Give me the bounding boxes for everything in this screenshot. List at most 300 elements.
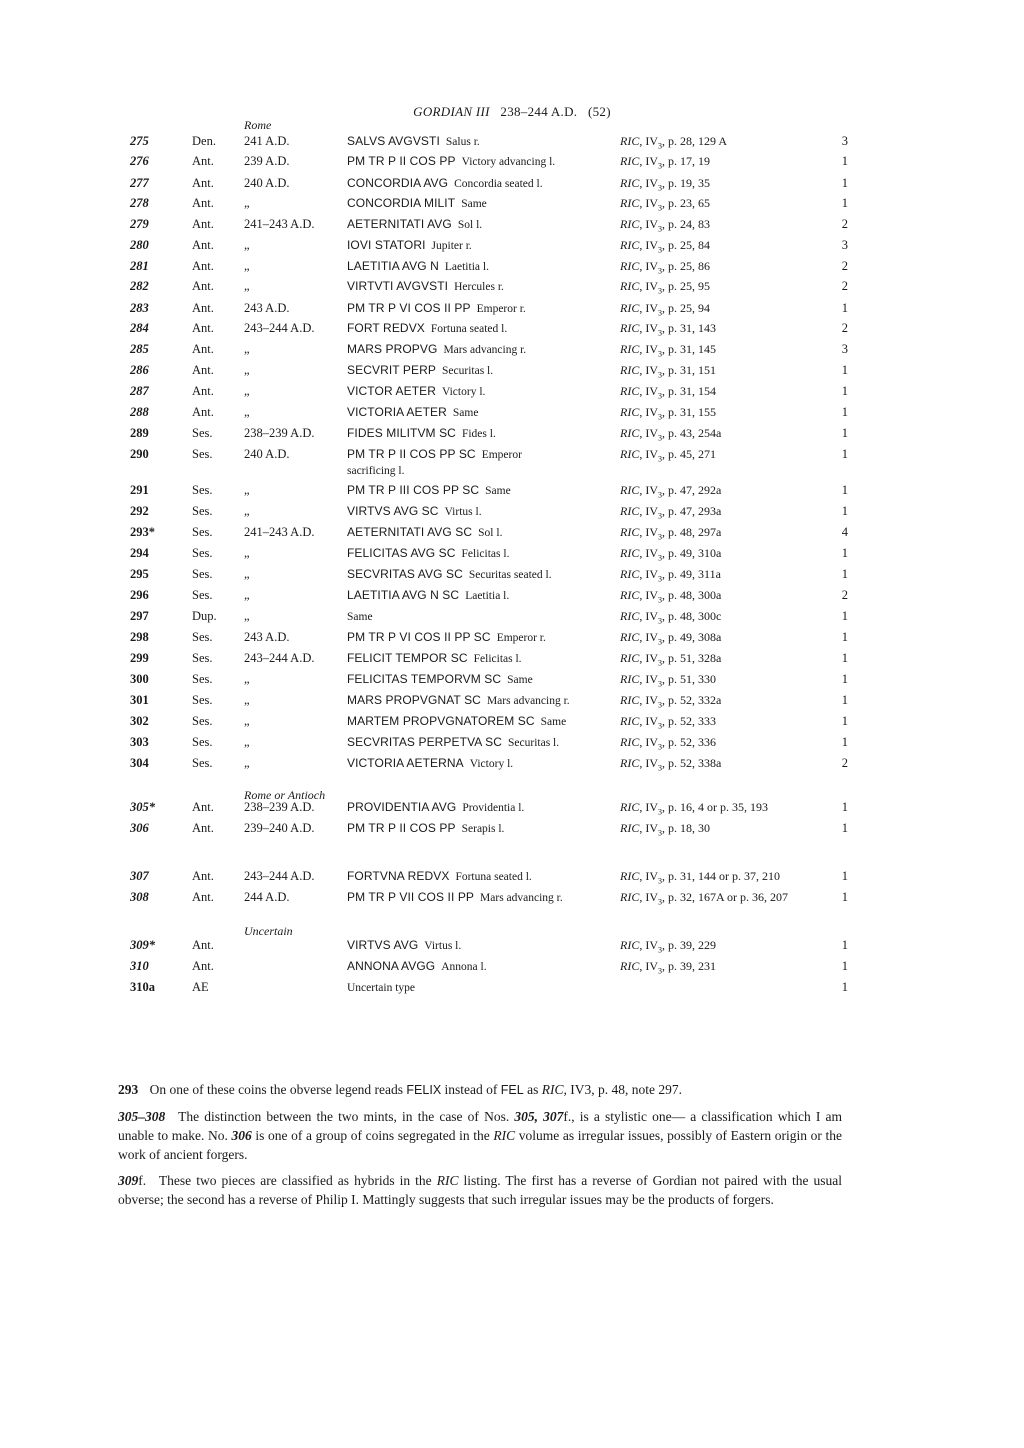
- reverse-type: Sol l.: [457, 219, 483, 231]
- coin-number: 306: [231, 1128, 252, 1143]
- ric-reference: RIC, $IV_3$, p. 31, 151: [620, 363, 717, 380]
- denomination: Ses.: [192, 567, 213, 581]
- reverse-type: Same: [452, 407, 479, 419]
- reverse-type: Felicitas l.: [473, 653, 522, 665]
- reverse-type: Victory l.: [469, 758, 514, 770]
- footnote-text: instead of: [444, 1082, 498, 1097]
- date: „: [244, 714, 250, 728]
- quantity: 1: [841, 384, 848, 398]
- catalog-number: 283: [130, 301, 149, 315]
- reverse-legend: PM TR P VI COS II PP SC: [347, 630, 491, 644]
- reverse-type: Felicitas l.: [461, 548, 510, 560]
- reverse-legend: MARTEM PROPVGNATOREM SC: [347, 714, 535, 728]
- catalog-number: 299: [130, 651, 149, 665]
- catalog-number: 303: [130, 735, 149, 749]
- quantity: 1: [841, 483, 848, 497]
- ric-reference: RIC, $IV_3$, p. 48, 300a: [620, 588, 722, 605]
- ric-reference: RIC, $IV_3$, p. 43, 254a: [620, 426, 722, 443]
- reverse-description: [347, 800, 609, 816]
- catalog-number: 288: [130, 405, 149, 419]
- denomination: Ses.: [192, 672, 213, 686]
- reverse-type: Same: [540, 716, 567, 728]
- quantity: 1: [841, 890, 848, 904]
- mint-label-rome-or-antioch: Rome or Antioch: [244, 788, 326, 802]
- date: 238–239 A.D.: [244, 800, 315, 814]
- quantity: 1: [841, 426, 848, 440]
- reverse-description: [347, 869, 609, 885]
- quantity: 1: [841, 959, 848, 973]
- date: „: [244, 196, 250, 210]
- reverse-legend: VICTORIA AETERNA: [347, 756, 464, 770]
- date: „: [244, 567, 250, 581]
- footnote-293: [118, 1080, 842, 1100]
- reverse-type: Emperor sacrificing l.: [347, 449, 522, 477]
- ric-reference: RIC, $IV_3$, p. 39, 231: [620, 959, 717, 976]
- reverse-description: [347, 238, 609, 254]
- denomination: Ant.: [192, 154, 214, 168]
- reverse-description: [347, 483, 609, 499]
- denomination: Ant.: [192, 869, 214, 883]
- ric-reference: RIC, $IV_3$, p. 24, 83: [620, 217, 711, 234]
- quantity: 1: [841, 405, 848, 419]
- reverse-description: [347, 546, 609, 562]
- denomination: Ses.: [192, 756, 213, 770]
- reverse-type: Virtus l.: [444, 506, 482, 518]
- quantity: 1: [841, 980, 848, 994]
- legend-text: FELIX: [406, 1083, 442, 1097]
- reverse-legend: FORT REDVX: [347, 321, 425, 335]
- reverse-legend: PM TR P II COS PP SC: [347, 447, 476, 461]
- page-title: GORDIAN III: [413, 104, 490, 119]
- ric-reference: RIC, $IV_3$, p. 25, 95: [620, 279, 711, 296]
- catalog-number: 310: [130, 959, 149, 973]
- footnote-ref: 305–308: [118, 1109, 166, 1124]
- catalog-number: 285: [130, 342, 149, 356]
- denomination: Den.: [192, 134, 216, 148]
- catalog-number: 284: [130, 321, 149, 335]
- catalog-number: 308: [130, 890, 149, 904]
- footnote-ref: 309f.: [118, 1173, 147, 1188]
- reverse-type: Victory l.: [442, 386, 486, 398]
- reverse-type: Emperor r.: [496, 632, 546, 644]
- reverse-type: Mars advancing r.: [480, 892, 563, 904]
- date: 239 A.D.: [244, 154, 290, 168]
- catalog-number: 307: [130, 869, 149, 883]
- catalog-number: 309*: [130, 938, 155, 952]
- quantity: 2: [841, 756, 848, 770]
- date: 240 A.D.: [244, 176, 290, 190]
- reverse-description: [347, 504, 609, 520]
- date: „: [244, 405, 250, 419]
- date: „: [244, 279, 250, 293]
- quantity: 1: [841, 938, 848, 952]
- legend-text: FEL: [500, 1083, 524, 1097]
- catalog-number: 305*: [130, 800, 155, 814]
- ric-reference: RIC, $IV_3$, p. 18, 30: [620, 821, 711, 838]
- ric-reference: RIC, $IV_3$, p. 48, 297a: [620, 525, 722, 542]
- footnote-text: f., is a stylistic one— a classification which I am unable to make. No.: [118, 1109, 843, 1143]
- reverse-description: [347, 447, 547, 479]
- denomination: Ses.: [192, 447, 213, 461]
- date: 243 A.D.: [244, 301, 290, 315]
- denomination: Ant.: [192, 301, 214, 315]
- footnote-text: The distinction between the two mints, in the case of Nos.: [178, 1109, 510, 1124]
- catalog-number: 298: [130, 630, 149, 644]
- reverse-description: [347, 134, 609, 150]
- reverse-legend: PM TR P II COS PP: [347, 154, 456, 168]
- ric-reference: RIC, $IV_3$, p. 31, 155: [620, 405, 717, 422]
- ric-reference: RIC, $IV_3$, p. 32, 167A or p. 36, 207: [620, 890, 789, 907]
- ric-reference: RIC, $IV_3$, p. 49, 308a: [620, 630, 722, 647]
- quantity: 1: [841, 714, 848, 728]
- reverse-legend: PM TR P II COS PP: [347, 821, 456, 835]
- reverse-legend: VICTOR AETER: [347, 384, 436, 398]
- reverse-legend: FELICIT TEMPOR SC: [347, 651, 468, 665]
- reverse-legend: FIDES MILITVM SC: [347, 426, 456, 440]
- quantity: 1: [841, 651, 848, 665]
- ric-reference: RIC, $IV_3$, p. 47, 292a: [620, 483, 722, 500]
- footnotes: [118, 1080, 842, 1216]
- quantity: 1: [841, 363, 848, 377]
- quantity: 1: [841, 869, 848, 883]
- denomination: Ses.: [192, 504, 213, 518]
- ric-reference: RIC, $IV_3$, p. 19, 35: [620, 176, 711, 193]
- date: 240 A.D.: [244, 447, 290, 461]
- denomination: AE: [192, 980, 209, 994]
- denomination: Ant.: [192, 321, 214, 335]
- reverse-legend: PM TR P III COS PP SC: [347, 483, 480, 497]
- catalog-number: 302: [130, 714, 149, 728]
- catalog-number: 282: [130, 279, 149, 293]
- footnote-text: On one of these coins the obverse legend reads: [149, 1082, 404, 1097]
- quantity: 3: [841, 134, 848, 148]
- reverse-type: Annona l.: [441, 961, 487, 973]
- reverse-type: Mars advancing r.: [443, 344, 527, 356]
- reverse-type: Uncertain type: [347, 982, 416, 994]
- quantity: 1: [841, 196, 848, 210]
- catalog-number: 300: [130, 672, 149, 686]
- reverse-description: [347, 588, 609, 604]
- reverse-type: Securitas l.: [508, 737, 560, 749]
- footnote-text: volume as irregular issues, possibly of Eastern origin or the work of ancient forgers.: [118, 1128, 843, 1162]
- ric-abbrev: RIC: [493, 1128, 516, 1143]
- date: „: [244, 259, 250, 273]
- reverse-type: Securitas seated l.: [468, 569, 552, 581]
- denomination: Dup.: [192, 609, 217, 623]
- ric-abbrev: RIC: [436, 1173, 459, 1188]
- ric-reference: RIC, $IV_3$, p. 48, 300c: [620, 609, 722, 626]
- date: „: [244, 238, 250, 252]
- catalog-number: 278: [130, 196, 149, 210]
- quantity: 1: [841, 546, 848, 560]
- date: „: [244, 693, 250, 707]
- reverse-type: Same: [485, 485, 511, 497]
- ric-reference: RIC, $IV_3$, p. 51, 328a: [620, 651, 722, 668]
- catalog-number: 292: [130, 504, 149, 518]
- ric-reference: RIC, $IV_3$, p. 16, 4 or p. 35, 193: [620, 800, 769, 817]
- reverse-legend: SECVRITAS AVG SC: [347, 567, 463, 581]
- reverse-description: [347, 651, 609, 667]
- page-number: (52): [587, 104, 611, 119]
- footnote-text: as: [527, 1082, 539, 1097]
- footnote-text: IV3, p. 48, note 297.: [570, 1082, 682, 1097]
- date: 243–244 A.D.: [244, 321, 315, 335]
- quantity: 2: [841, 321, 848, 335]
- catalog-number: 306: [130, 821, 149, 835]
- denomination: Ses.: [192, 651, 213, 665]
- date: 241–243 A.D.: [244, 525, 315, 539]
- reverse-description: [347, 405, 609, 421]
- ric-reference: RIC, $IV_3$, p. 31, 143: [620, 321, 717, 338]
- ric-reference: RIC, $IV_3$, p. 39, 229: [620, 938, 717, 955]
- page-dates: 238–244 A.D.: [500, 104, 578, 119]
- denomination: Ant.: [192, 363, 214, 377]
- date: „: [244, 504, 250, 518]
- ric-reference: RIC, $IV_3$, p. 25, 84: [620, 238, 711, 255]
- ric-reference: RIC, $IV_3$, p. 47, 293a: [620, 504, 722, 521]
- reverse-description: [347, 890, 609, 906]
- ric-reference: RIC, $IV_3$, p. 31, 144 or p. 37, 210: [620, 869, 781, 886]
- reverse-legend: SECVRIT PERP: [347, 363, 437, 377]
- date: „: [244, 546, 250, 560]
- reverse-type: Securitas l.: [442, 365, 494, 377]
- reverse-type: Emperor r.: [476, 303, 526, 315]
- denomination: Ant.: [192, 259, 214, 273]
- date: 239–240 A.D.: [244, 821, 315, 835]
- reverse-description: [347, 321, 609, 337]
- date: „: [244, 342, 250, 356]
- catalog-number: 275: [130, 134, 149, 148]
- denomination: Ant.: [192, 217, 214, 231]
- denomination: Ant.: [192, 405, 214, 419]
- reverse-description: [347, 756, 609, 772]
- quantity: 3: [841, 238, 848, 252]
- reverse-description: [347, 938, 609, 954]
- denomination: Ant.: [192, 238, 214, 252]
- reverse-type: Fortuna seated l.: [455, 871, 532, 883]
- footnote-305-308: [118, 1107, 842, 1164]
- reverse-legend: FELICITAS TEMPORVM SC: [347, 672, 502, 686]
- quantity: 2: [841, 217, 848, 231]
- date: 241 A.D.: [244, 134, 290, 148]
- quantity: 1: [841, 567, 848, 581]
- reverse-legend: ANNONA AVGG: [347, 959, 436, 973]
- reverse-legend: VIRTVS AVG: [347, 938, 419, 952]
- reverse-legend: VICTORIA AETER: [347, 405, 447, 419]
- reverse-description: [347, 196, 609, 212]
- reverse-type: Mars advancing r.: [486, 695, 570, 707]
- reverse-type: Fortuna seated l.: [430, 323, 508, 335]
- reverse-type: Salus r.: [445, 136, 480, 148]
- reverse-type: Same: [461, 198, 487, 210]
- catalog-number: 277: [130, 176, 149, 190]
- ric-reference: RIC, $IV_3$, p. 51, 330: [620, 672, 717, 689]
- reverse-type: Concordia seated l.: [454, 178, 543, 190]
- footnote-309f: [118, 1171, 842, 1209]
- date: „: [244, 384, 250, 398]
- date: „: [244, 672, 250, 686]
- denomination: Ant.: [192, 384, 214, 398]
- catalog-number: 294: [130, 546, 149, 560]
- quantity: 2: [841, 588, 848, 602]
- quantity: 1: [841, 447, 848, 461]
- reverse-legend: FORTVNA REDVX: [347, 869, 450, 883]
- reverse-legend: MARS PROPVG: [347, 342, 438, 356]
- catalog-number: 310a: [130, 980, 155, 994]
- date: „: [244, 756, 250, 770]
- ric-reference: RIC, $IV_3$, p. 23, 65: [620, 196, 711, 213]
- catalog-number: 297: [130, 609, 149, 623]
- denomination: Ant.: [192, 938, 214, 952]
- date: „: [244, 483, 250, 497]
- reverse-type: Providentia l.: [462, 802, 525, 814]
- quantity: 1: [841, 609, 848, 623]
- date: „: [244, 363, 250, 377]
- catalog-number: 291: [130, 483, 149, 497]
- reverse-legend: FELICITAS AVG SC: [347, 546, 456, 560]
- catalog-number: 301: [130, 693, 149, 707]
- reverse-description: [347, 384, 609, 400]
- denomination: Ses.: [192, 693, 213, 707]
- reverse-legend: PM TR P VI COS II PP: [347, 301, 471, 315]
- denomination: Ant.: [192, 959, 214, 973]
- ric-reference: RIC, $IV_3$, p. 25, 86: [620, 259, 711, 276]
- reverse-legend: MARS PROPVGNAT SC: [347, 693, 481, 707]
- reverse-description: [347, 525, 609, 541]
- quantity: 1: [841, 630, 848, 644]
- quantity: 4: [841, 525, 848, 539]
- reverse-legend: CONCORDIA AVG: [347, 176, 449, 190]
- denomination: Ant.: [192, 342, 214, 356]
- catalog-number: 281: [130, 259, 149, 273]
- reverse-description: [347, 609, 609, 625]
- mint-label-rome: Rome: [244, 118, 272, 132]
- catalog-number: 295: [130, 567, 149, 581]
- reverse-description: [347, 672, 609, 688]
- date: 238–239 A.D.: [244, 426, 315, 440]
- reverse-description: [347, 259, 609, 275]
- date: 241–243 A.D.: [244, 217, 315, 231]
- quantity: 1: [841, 693, 848, 707]
- reverse-description: [347, 567, 609, 583]
- reverse-legend: PROVIDENTIA AVG: [347, 800, 457, 814]
- reverse-description: [347, 693, 609, 709]
- quantity: 1: [841, 735, 848, 749]
- reverse-type: Fides l.: [461, 428, 496, 440]
- coin-numbers: 305, 307: [514, 1109, 564, 1124]
- denomination: Ant.: [192, 890, 214, 904]
- date: 243 A.D.: [244, 630, 290, 644]
- quantity: 2: [841, 279, 848, 293]
- date: 244 A.D.: [244, 890, 290, 904]
- catalog-number: 293*: [130, 525, 155, 539]
- denomination: Ant.: [192, 800, 214, 814]
- quantity: 3: [841, 342, 848, 356]
- quantity: 1: [841, 154, 848, 168]
- reverse-type: Laetitia l.: [444, 261, 489, 273]
- catalog-number: 286: [130, 363, 149, 377]
- quantity: 1: [841, 504, 848, 518]
- date: „: [244, 588, 250, 602]
- reverse-description: [347, 426, 609, 442]
- reverse-legend: CONCORDIA MILIT: [347, 196, 456, 210]
- reverse-legend: SALVS AVGVSTI: [347, 134, 440, 148]
- catalog-number: 289: [130, 426, 149, 440]
- ric-reference: RIC, $IV_3$, p. 52, 333: [620, 714, 717, 731]
- ric-reference: RIC, $IV_3$, p. 28, 129 A: [620, 134, 728, 151]
- reverse-type: Same: [347, 611, 373, 623]
- reverse-legend: AETERNITATI AVG SC: [347, 525, 473, 539]
- reverse-description: [347, 821, 609, 837]
- ric-reference: RIC, $IV_3$, p. 25, 94: [620, 301, 711, 318]
- ric-reference: RIC, $IV_3$, p. 52, 338a: [620, 756, 722, 773]
- reverse-legend: AETERNITATI AVG: [347, 217, 452, 231]
- denomination: Ses.: [192, 546, 213, 560]
- denomination: Ses.: [192, 483, 213, 497]
- denomination: Ses.: [192, 426, 213, 440]
- reverse-type: Sol l.: [478, 527, 503, 539]
- reverse-description: [347, 217, 609, 233]
- denomination: Ses.: [192, 630, 213, 644]
- footnote-text: listing. The first has a reverse of Gordian not paired with the usual obverse; the second has a reverse of Philip I. Mattingly suggests that such irregular issues may be the products of forgers.: [118, 1173, 842, 1207]
- date: 243–244 A.D.: [244, 869, 315, 883]
- quantity: 1: [841, 821, 848, 835]
- reverse-description: [347, 154, 609, 170]
- ric-reference: RIC, $IV_3$, p. 17, 19: [620, 154, 711, 171]
- date: 243–244 A.D.: [244, 651, 315, 665]
- denomination: Ant.: [192, 279, 214, 293]
- reverse-type: Laetitia l.: [465, 590, 510, 602]
- denomination: Ant.: [192, 196, 214, 210]
- reverse-description: [347, 363, 609, 379]
- ric-reference: RIC, $IV_3$, p. 45, 271: [620, 447, 717, 464]
- denomination: Ses.: [192, 735, 213, 749]
- reverse-type: Serapis l.: [461, 823, 505, 835]
- ric-reference: RIC, $IV_3$, p. 49, 310a: [620, 546, 722, 563]
- catalog-number: 287: [130, 384, 149, 398]
- catalog-number: 290: [130, 447, 149, 461]
- reverse-type: Victory advancing l.: [461, 156, 556, 168]
- date: „: [244, 735, 250, 749]
- page-header: [0, 104, 1024, 120]
- denomination: Ses.: [192, 525, 213, 539]
- footnote-ref: 293: [118, 1082, 139, 1097]
- reverse-description: [347, 301, 609, 317]
- denomination: Ses.: [192, 588, 213, 602]
- quantity: 1: [841, 301, 848, 315]
- reverse-description: [347, 735, 609, 751]
- reverse-legend: LAETITIA AVG N: [347, 259, 439, 273]
- reverse-description: [347, 980, 609, 996]
- reverse-description: [347, 279, 609, 295]
- reverse-type: Virtus l.: [424, 940, 462, 952]
- reverse-description: [347, 342, 609, 358]
- ric-reference: RIC, $IV_3$, p. 49, 311a: [620, 567, 721, 584]
- catalog-number: 280: [130, 238, 149, 252]
- denomination: Ses.: [192, 714, 213, 728]
- footnote-text: These two pieces are classified as hybrids in the: [158, 1173, 432, 1188]
- reverse-description: [347, 714, 609, 730]
- quantity: 1: [841, 672, 848, 686]
- reverse-legend: LAETITIA AVG N SC: [347, 588, 460, 602]
- catalog-number: 304: [130, 756, 149, 770]
- ric-abbrev: RIC,: [541, 1082, 567, 1097]
- reverse-description: [347, 959, 609, 975]
- mint-label-uncertain: Uncertain: [244, 924, 293, 938]
- reverse-legend: VIRTVTI AVGVSTI: [347, 279, 449, 293]
- reverse-legend: SECVRITAS PERPETVA SC: [347, 735, 503, 749]
- ric-reference: RIC, $IV_3$, p. 52, 336: [620, 735, 717, 752]
